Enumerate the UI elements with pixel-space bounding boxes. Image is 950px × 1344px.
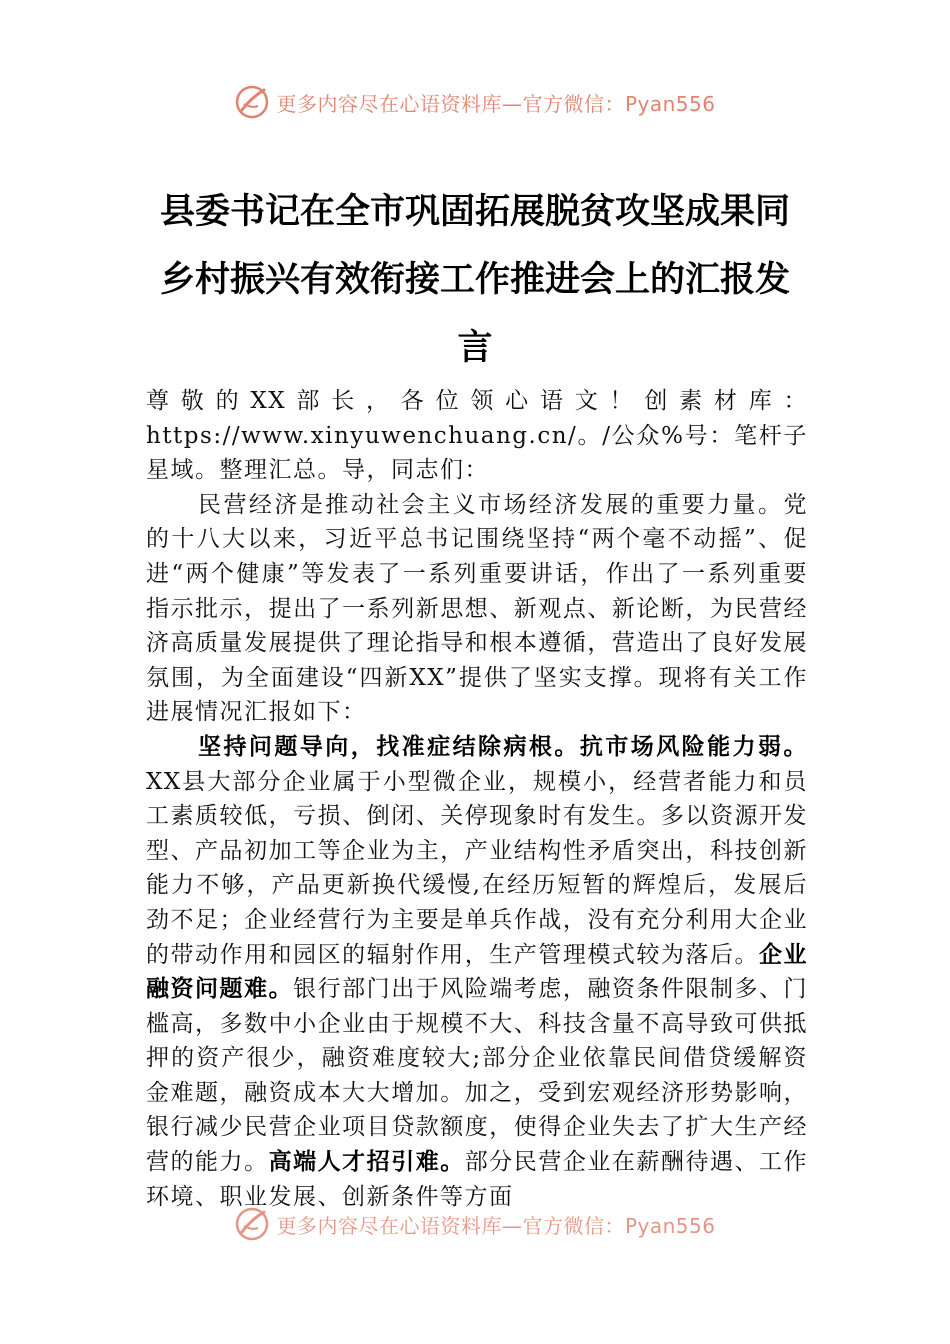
title-line-1: 县委书记在全市巩固拓展脱贫攻坚成果同: [159, 191, 790, 232]
subsection-text-1: XX县大部分企业属于小型微企业，规模小，经营者能力和员工素质较低，亏损、倒闭、关停现象时有发生。多以资源开发型、产品初加工等企业为主，产业结构性矛盾突出，科技创新能力不够，产品更新换代缓慢,在经历短暂的辉煌后，发展后劲不足；企业经营行为主要是单兵作战，没有充分利用大企业的带动作用和园区的辐射作用，生产管理模式较为落后。: [146, 768, 808, 968]
document-body: [146, 384, 808, 1214]
title-line-3: 言: [457, 327, 493, 368]
subsection-heading-1: 抗市场风险能力弱。: [579, 732, 809, 760]
watermark-text: 更多内容尽在心语资料库—官方微信：Pyan556: [276, 91, 716, 116]
title-line-2: 乡村振兴有效衔接工作推进会上的汇报发: [159, 259, 790, 300]
watermark-banner-bottom: [0, 1202, 950, 1246]
subsection-text-3: 部分民营企业在薪酬待遇、工作环境、职业发展、创新条件等方面: [146, 1149, 809, 1210]
subsection-heading-2: 企业融资问题难。: [146, 940, 809, 1003]
watermark-banner-top: [0, 80, 950, 124]
greeting-paragraph: 尊敬的XX部长，各位领心语文！创素材库：https://www.xinyuwenchuang.cn/。/公众%号：笔杆子星域。整理汇总。导，同志们：: [146, 388, 808, 484]
intro-paragraph: 民营经济是推动社会主义市场经济发展的重要力量。党的十八大以来，习近平总书记围绕坚持“两个毫不动摇”、促进“两个健康”等发表了一系列重要讲话，作出了一系列重要指示批示，提出了一系列新思想、新观点、新论断，为民营经济高质量发展提供了理论指导和根本遵循，营造出了良好发展氛围，为全面建设“四新XX”提供了坚实支撑。现将有关工作进展情况汇报如下：: [146, 491, 808, 726]
brush-logo-icon: [234, 1206, 270, 1242]
subsection-heading-3: 高端人才招引难。: [268, 1148, 465, 1176]
watermark-text-bottom: 更多内容尽在心语资料库—官方微信：Pyan556: [276, 1213, 716, 1238]
section-paragraph: [146, 730, 808, 1214]
section-heading: 坚持问题导向，找准症结除病根。: [198, 732, 580, 760]
document-title: [140, 178, 810, 382]
subsection-text-2: 银行部门出于风险端考虑，融资条件限制多、门槛高，多数中小企业由于规模不大、科技含量不高导致可供抵押的资产很少，融资难度较大;部分企业依靠民间借贷缓解资金难题，融资成本大大增加。加之，受到宏观经济形势影响，银行减少民营企业项目贷款额度，使得企业失去了扩大生产经营的能力。: [146, 976, 809, 1176]
brush-logo-icon: [234, 84, 270, 120]
